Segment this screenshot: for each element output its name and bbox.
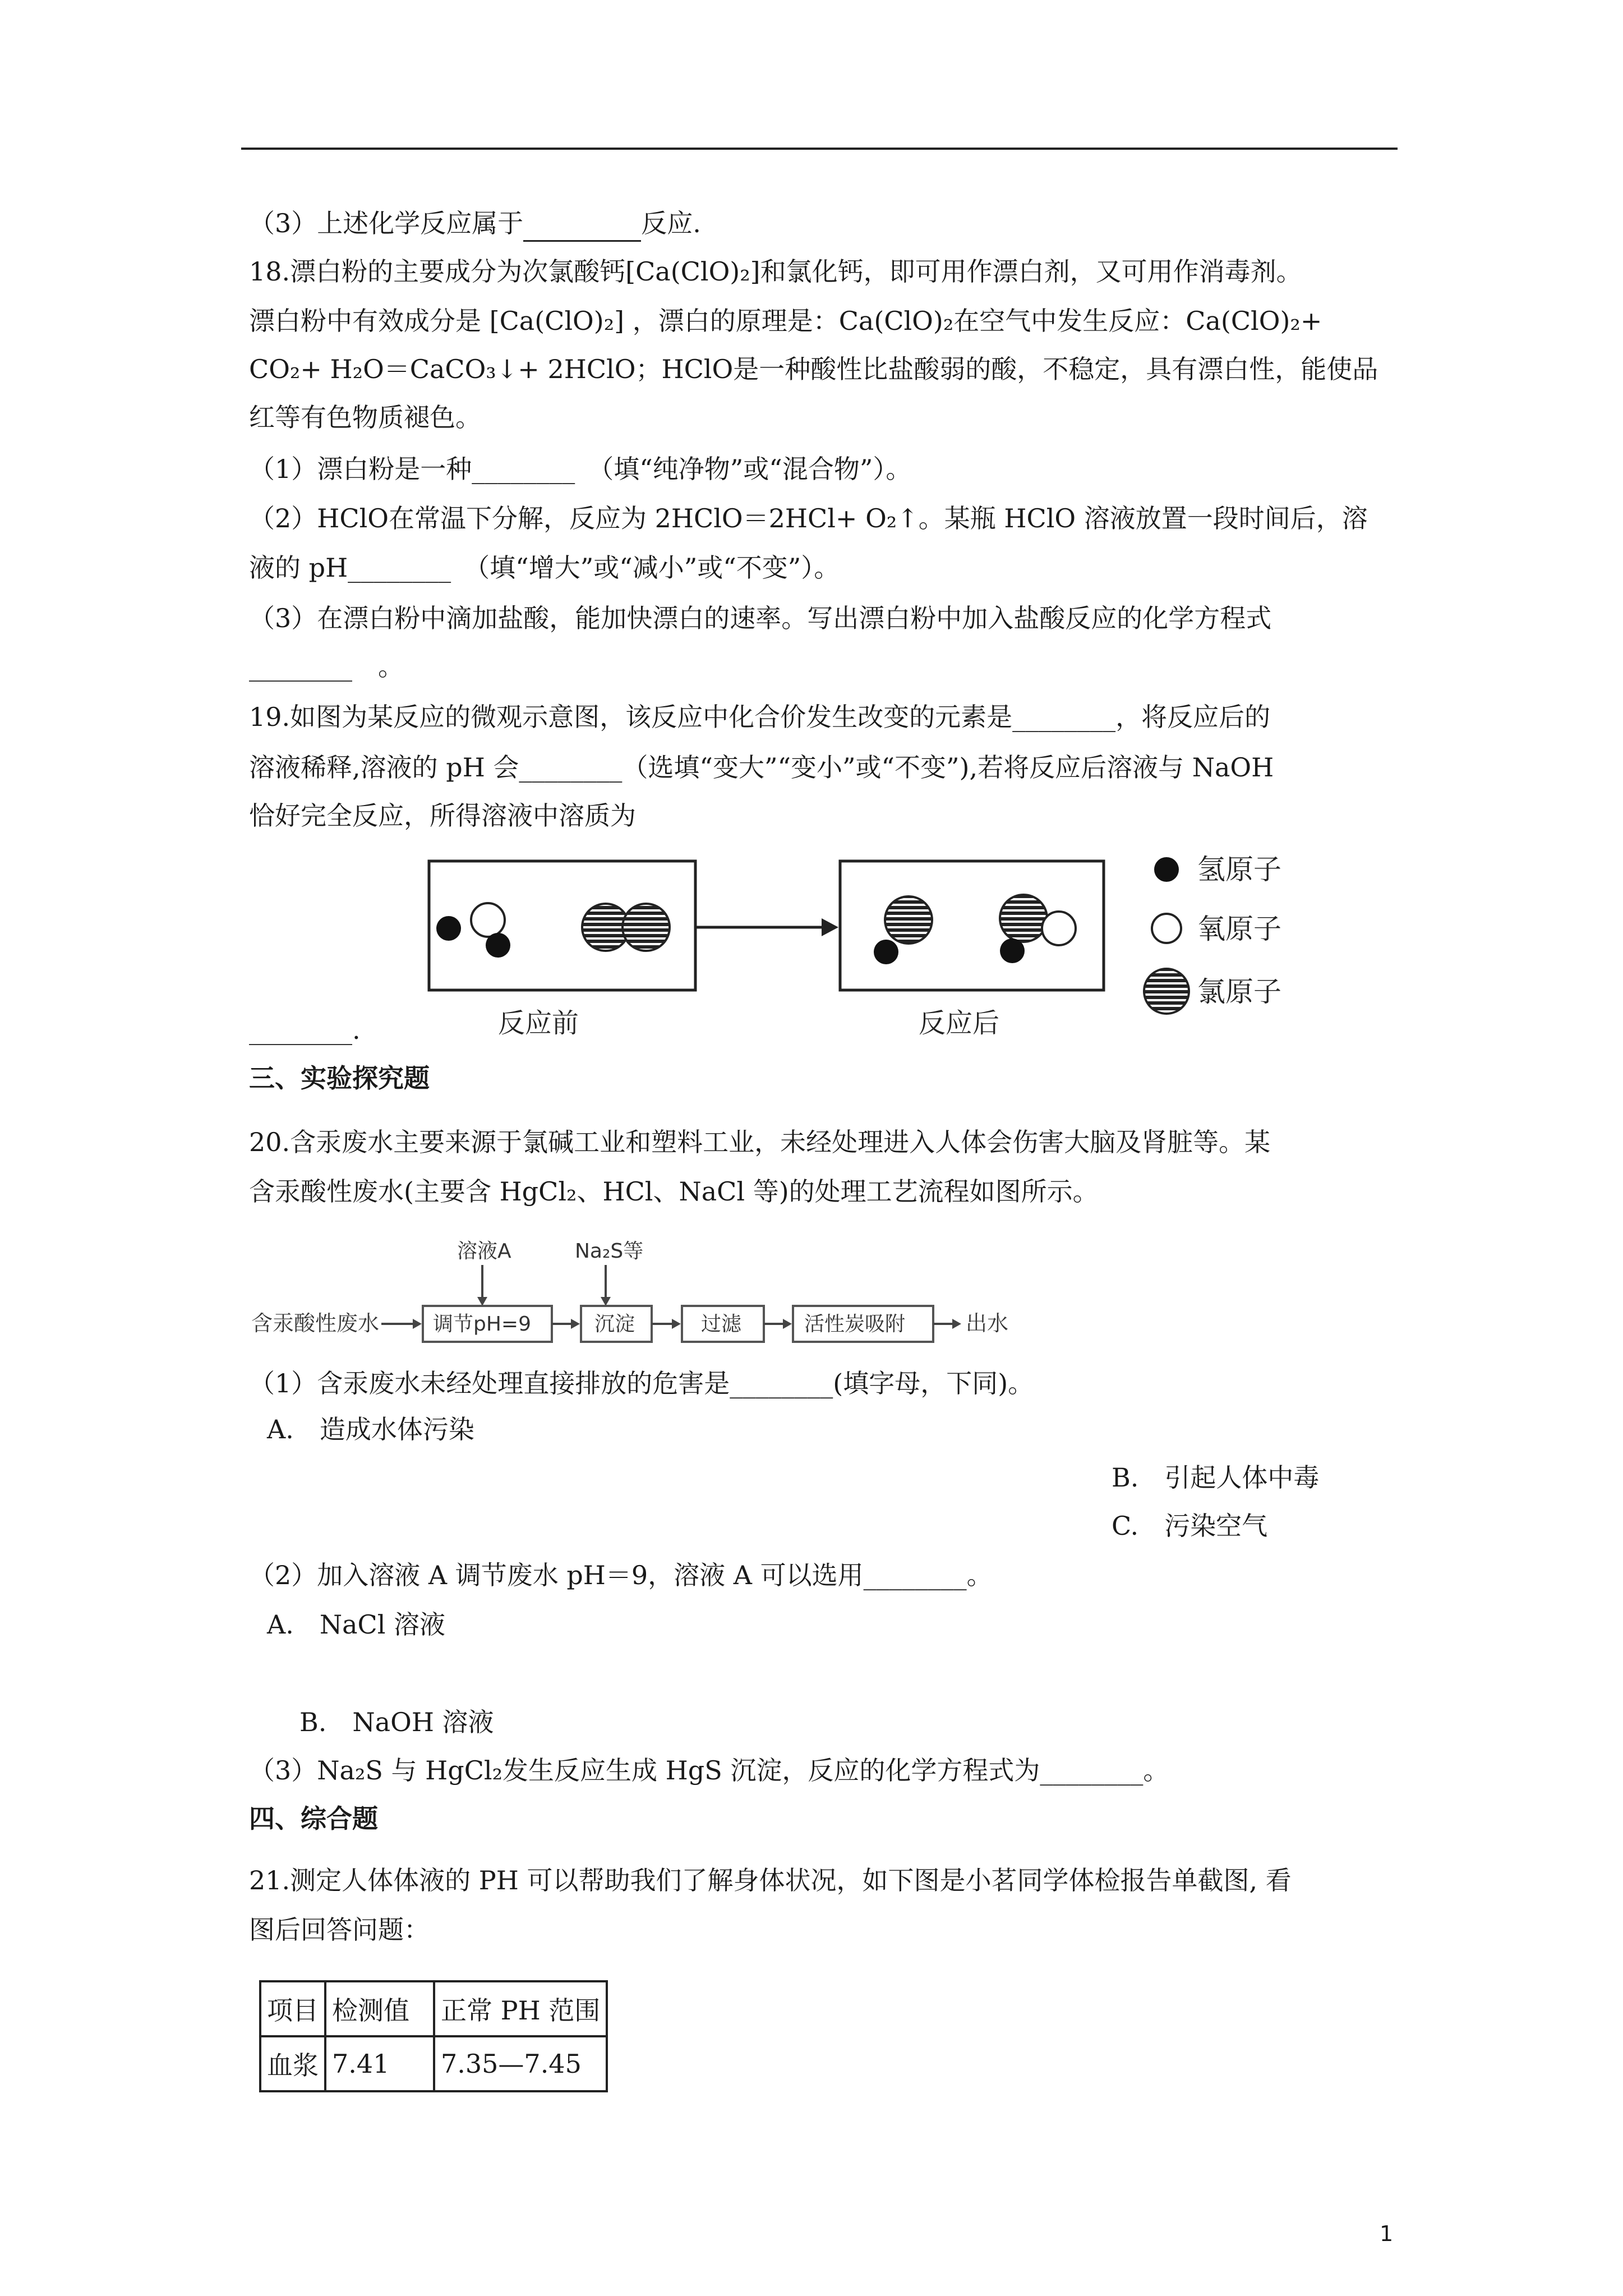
hclo-molecule-after bbox=[1000, 895, 1076, 963]
hypochlorous-molecule-before bbox=[436, 903, 510, 958]
q20-part3: （3）Na₂S 与 HgCl₂发生反应生成 HgS 沉淀，反应的化学方程式为________。 bbox=[249, 1755, 1169, 1786]
legend-chlorine-symbol bbox=[1144, 969, 1189, 1014]
q19-line1: 19.如图为某反应的微观示意图，该反应中化合价发生改变的元素是________，将反应后的 bbox=[249, 702, 1271, 732]
hcl-molecule-after bbox=[874, 896, 932, 964]
hydrogen-atom bbox=[874, 940, 898, 964]
step-1-label: 调节pH=9 bbox=[433, 1313, 531, 1336]
q20-option-b: B. 引起人体中毒 bbox=[1112, 1462, 1320, 1493]
table-row bbox=[260, 2036, 607, 2091]
reaction-microscopic-diagram bbox=[415, 844, 1335, 1046]
legend-oxygen: 氧原子 bbox=[1197, 913, 1281, 945]
hydrogen-atom bbox=[1000, 938, 1025, 963]
q18-line3: CO₂+ H₂O＝CaCO₃↓+ 2HClO；HClO是一种酸性比盐酸弱的酸，不稳定，具有漂白性，能使品 bbox=[249, 354, 1378, 384]
after-label: 反应后 bbox=[919, 1007, 1000, 1039]
step-2-label: 沉淀 bbox=[594, 1313, 635, 1336]
page-number: 1 bbox=[1380, 2221, 1394, 2246]
chlorine-atom bbox=[1000, 895, 1047, 942]
table-header-cell: 检测值 bbox=[325, 1981, 434, 2036]
table-cell: 7.41 bbox=[325, 2036, 434, 2091]
q18-line1: 18.漂白粉的主要成分为次氯酸钙[Ca(ClO)₂]和氯化钙，即可用作漂白剂，又可用作消毒剂。 bbox=[249, 256, 1302, 287]
hydrogen-atom bbox=[486, 933, 510, 958]
legend-hydrogen: 氢原子 bbox=[1197, 853, 1281, 886]
q18-part3-a: （3）在漂白粉中滴加盐酸，能加快漂白的速率。写出漂白粉中加入盐酸反应的化学方程式 bbox=[249, 603, 1272, 633]
step-3-label: 过滤 bbox=[701, 1313, 742, 1336]
hydrogen-atom bbox=[436, 916, 461, 941]
oxygen-atom bbox=[471, 903, 505, 937]
step-4-label: 活性炭吸附 bbox=[804, 1313, 906, 1336]
legend-hydrogen-symbol bbox=[1154, 857, 1179, 882]
q17-part3: （3）上述化学反应属于 反应. bbox=[249, 206, 701, 242]
flow-input: 含汞酸性废水 bbox=[251, 1311, 380, 1336]
oxygen-atom bbox=[1042, 912, 1076, 945]
header-rule bbox=[241, 148, 1398, 150]
chlorine-atom bbox=[623, 904, 670, 951]
q21-line1: 21.测定人体体液的 PH 可以帮助我们了解身体状况，如下图是小茗同学体检报告单截图, 看 bbox=[249, 1865, 1292, 1895]
q18-part2-a: （2）HClO在常温下分解，反应为 2HClO＝2HCl+ O₂↑。某瓶 HClO 溶液放置一段时间后，溶 bbox=[249, 503, 1368, 533]
q20-option-a: A. 造成水体污染 bbox=[267, 1414, 474, 1444]
legend-oxygen-symbol bbox=[1152, 914, 1181, 943]
q20-line2: 含汞酸性废水(主要含 HgCl₂、HCl、NaCl 等)的处理工艺流程如图所示。 bbox=[249, 1176, 1099, 1207]
reagent-b-label: Na₂S等 bbox=[575, 1240, 644, 1263]
q20-line1: 20.含汞废水主要来源于氯碱工业和塑料工业，未经处理进入人体会伤害大脑及肾脏等。某 bbox=[249, 1127, 1271, 1157]
table-header-cell: 项目 bbox=[260, 1981, 325, 2036]
section-4-heading: 四、综合题 bbox=[249, 1803, 378, 1834]
q20-option2-a: A. NaCl 溶液 bbox=[267, 1609, 446, 1640]
table-cell: 血浆 bbox=[260, 2036, 325, 2091]
answer-blank bbox=[523, 206, 641, 242]
q18-part3-b: ________ 。 bbox=[249, 651, 404, 682]
q20-part2: （2）加入溶液 A 调节废水 pH＝9，溶液 A 可以选用________。 bbox=[249, 1560, 993, 1590]
reagent-a-label: 溶液A bbox=[457, 1240, 511, 1263]
section-3-heading: 三、实验探究题 bbox=[249, 1063, 430, 1093]
q18-part1: （1）漂白粉是一种________ （填“纯净物”或“混合物”）。 bbox=[249, 454, 912, 484]
table-header-cell: 正常 PH 范围 bbox=[434, 1981, 607, 2036]
health-report-table bbox=[259, 1980, 608, 2092]
q20-part1: （1）含汞废水未经处理直接排放的危害是________(填字母，下同)。 bbox=[249, 1368, 1034, 1398]
chlorine-atom bbox=[885, 896, 932, 944]
chlorine-molecule bbox=[582, 904, 670, 951]
arrow-head bbox=[822, 918, 838, 936]
table-cell: 7.35—7.45 bbox=[434, 2036, 607, 2091]
q18-line2: 漂白粉中有效成分是 [Ca(ClO)₂] ，漂白的原理是：Ca(ClO)₂在空气中发生反应：Ca(ClO)₂+ bbox=[249, 306, 1322, 336]
treatment-flowchart bbox=[247, 1234, 1077, 1352]
q20-option2-b: B. NaOH 溶液 bbox=[299, 1707, 494, 1737]
q18-line4: 红等有色物质褪色。 bbox=[249, 402, 481, 432]
q20-option-c: C. 污染空气 bbox=[1112, 1511, 1268, 1541]
legend-chlorine: 氯原子 bbox=[1197, 976, 1281, 1008]
flow-output: 出水 bbox=[966, 1311, 1009, 1336]
table-header-row bbox=[260, 1981, 607, 2036]
q19-line4: ________. bbox=[249, 1015, 361, 1045]
q19-line3: 恰好完全反应，所得溶液中溶质为 bbox=[249, 800, 636, 831]
q21-line2: 图后回答问题： bbox=[249, 1915, 430, 1945]
q19-line2: 溶液稀释,溶液的 pH 会________（选填“变大”“变小”或“不变”),若将反应后溶液与 NaOH bbox=[249, 752, 1274, 783]
q18-part2-b: 液的 pH________ （填“增大”或“减小”或“不变”）。 bbox=[249, 553, 840, 583]
before-label: 反应前 bbox=[498, 1007, 579, 1039]
